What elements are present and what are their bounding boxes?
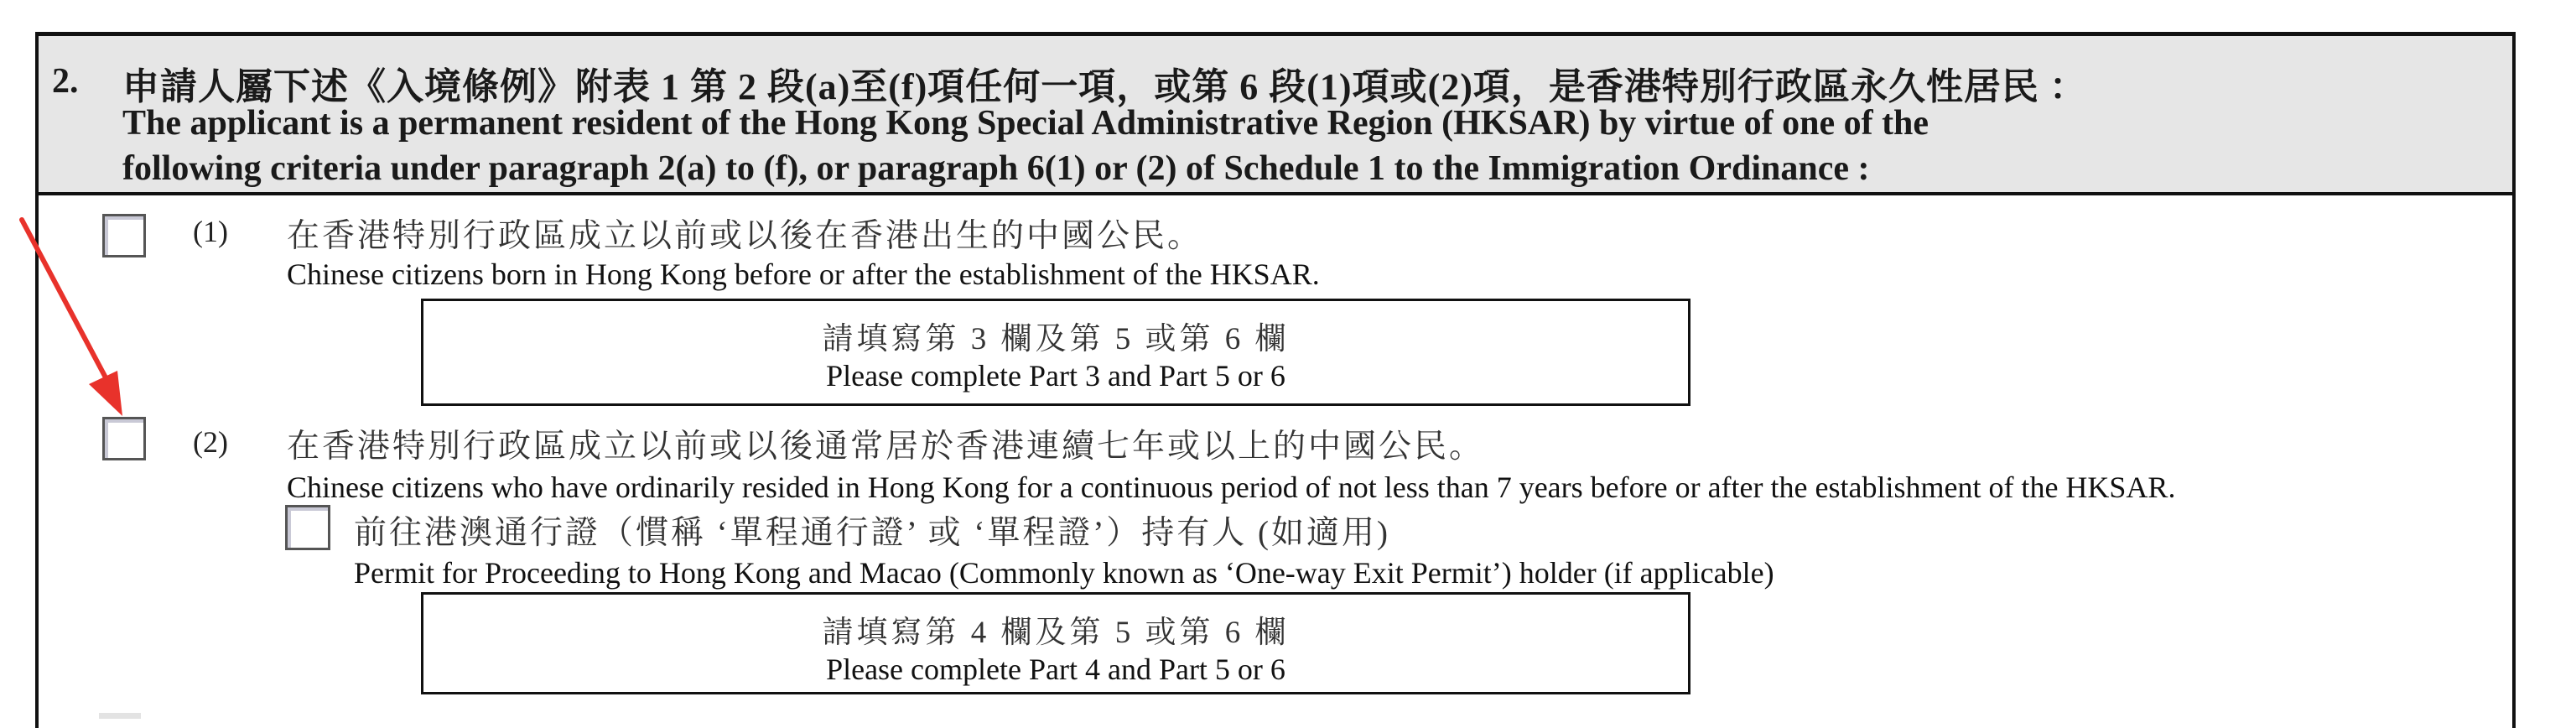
option-1-number: (1) [193, 215, 228, 248]
one-way-permit-checkbox[interactable] [285, 505, 330, 550]
red-arrow-icon [0, 0, 168, 436]
option-1-text-zh: 在香港特別行政區成立以前或以後在香港出生的中國公民。 [287, 218, 1203, 254]
option-2-instruction-en: Please complete Part 4 and Part 5 or 6 [826, 653, 1285, 686]
option-1-text-en: Chinese citizens born in Hong Kong before or after the establishment of the HKSAR. [287, 257, 1320, 291]
option-1-instruction-en: Please complete Part 3 and Part 5 or 6 [826, 359, 1285, 393]
option-2-text-zh: 在香港特別行政區成立以前或以後通常居於香港連續七年或以上的中國公民。 [287, 429, 1485, 465]
option-1-instruction-box [421, 299, 1690, 406]
option-2-instruction-box [421, 592, 1690, 694]
next-option-checkbox-edge [99, 713, 141, 719]
section-title-zh: 申請人屬下述《入境條例》附表 1 第 2 段(a)至(f)項任何一項，或第 6 段(1)項或(2)項，是香港特別行政區永久性居民 ： [122, 66, 2087, 107]
section-title-en-line1: The applicant is a permanent resident of the Hong Kong Special Administrative Region (HKSAR) by virtue of one of the [122, 104, 1929, 143]
option-2-number: (2) [193, 425, 228, 459]
option-2-sub-zh: 前往港澳通行證（慣稱 ‘單程通行證’ 或 ‘單程證’）持有人 (如適用) [354, 515, 1391, 551]
option-2-sub-en: Permit for Proceeding to Hong Kong and Macao (Commonly known as ‘One-way Exit Permit’) holder (if applicable) [354, 556, 1774, 590]
section-title-en-line2: following criteria under paragraph 2(a) to (f), or paragraph 6(1) or (2) of Schedule 1 to the Immigration Ordinance : [122, 149, 1870, 188]
option-2-text-en: Chinese citizens who have ordinarily resided in Hong Kong for a continuous period of not less than 7 years before or after the establishment of the HKSAR. [287, 471, 2176, 504]
section-header [39, 36, 2512, 195]
option-1-instruction-zh: 請填寫第 3 欄及第 5 或第 6 欄 [822, 322, 1290, 356]
section-number: 2. [52, 62, 79, 101]
option-2-instruction-zh: 請填寫第 4 欄及第 5 或第 6 欄 [822, 616, 1290, 650]
